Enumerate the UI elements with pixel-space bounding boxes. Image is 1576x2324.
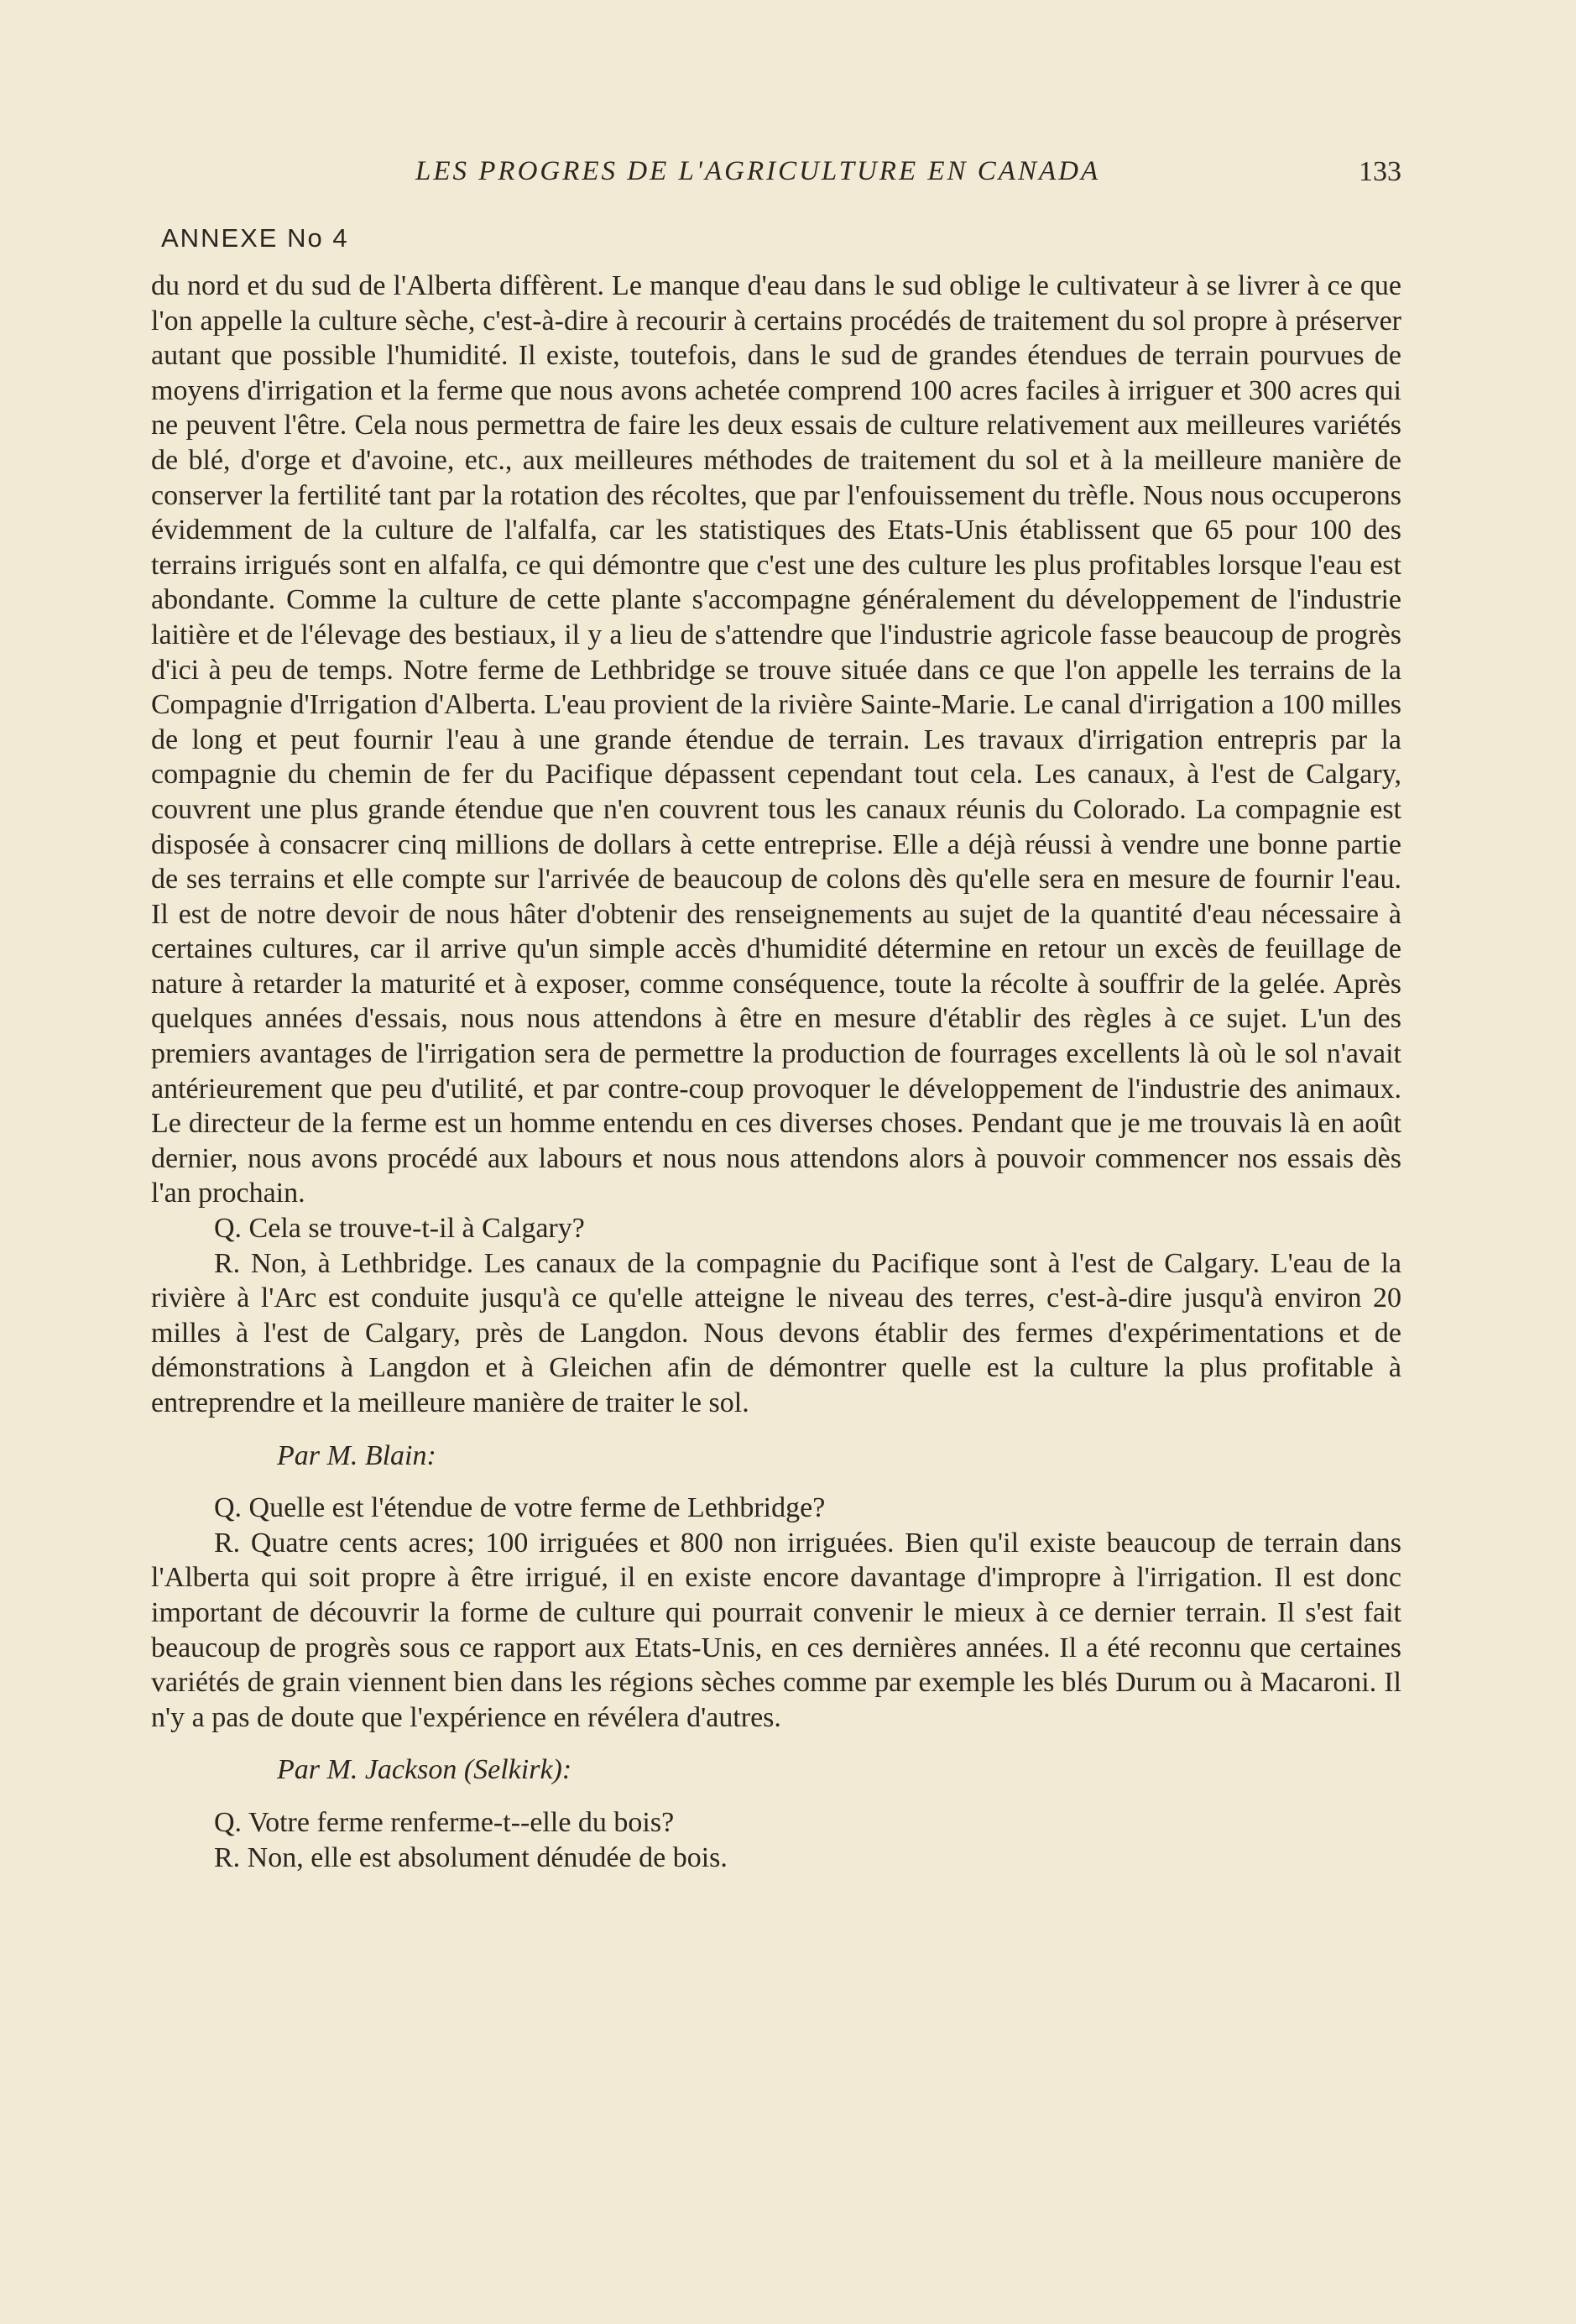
body-text [151, 269, 1401, 1875]
page-number: 133 [1359, 156, 1401, 187]
speaker-jackson: Par M. Jackson (Selkirk): [277, 1754, 572, 1786]
paragraph-continuation: du nord et du sud de l'Alberta diffèrent. Le manque d'eau dans le sud oblige le cultivateur à se livrer à ce que l'on appelle la culture sèche, c'est-à-dire à recourir à certains procédés de traitement du sol propre à préserver autant que possible l'humidité. Il existe, toutefois, dans le sud de grandes étendues de terrain pourvues de moyens d'irrigation et la ferme que nous avons achetée comprend 100 acres faciles à irriguer et 300 acres qui ne peuvent l'être. Cela nous permettra de faire les deux essais de culture relativement aux meilleures variétés de blé, d'orge et d'avoine, etc., aux meilleures méthodes de traitement du sol et à la meilleure manière de conserver la fertilité tant par la rotation des récoltes, que par l'enfouissement du trèfle. Nous nous occuperons évidemment de la culture de l'alfalfa, car les statistiques des Etats-Unis établissent que 65 pour 100 des terrains irrigués sont en alfalfa, ce qui démontre que c'est une des culture les plus profitables lorsque l'eau est abondante. Comme la culture de cette plante s'accompagne généralement du développement de l'industrie laitière et de l'élevage des bestiaux, il y a lieu de s'attendre que l'industrie agricole fasse beaucoup de progrès d'ici à peu de temps. Notre ferme de Lethbridge se trouve située dans ce que l'on appelle les terrains de la Compagnie d'Irrigation d'Alberta. L'eau provient de la rivière Sainte-Marie. Le canal d'irrigation a 100 milles de long et peut fournir l'eau à une grande étendue de terrain. Les travaux d'irrigation entrepris par la compagnie du chemin de fer du Pacifique dépassent cependant tout cela. Les canaux, à l'est de Calgary, couvrent une plus grande étendue que n'en couvrent tous les canaux réunis du Colorado. La compagnie est disposée à consacrer cinq millions de dollars à cette entreprise. Elle a déjà réussi à vendre une bonne partie de ses terrains et elle compte sur l'arrivée de beaucoup de colons dès qu'elle sera en mesure de fournir l'eau. Il est de notre devoir de nous hâter d'obtenir des renseignements au sujet de la quantité d'eau nécessaire à certaines cultures, car il arrive qu'un simple accès d'humidité détermine en retour un excès de feuillage de nature à retarder la maturité et à exposer, comme conséquence, toute la récolte à souffrir de la gelée. Après quelques années d'essais, nous nous attendons à être en mesure d'établir des règles à ce sujet. L'un des premiers avantages de l'irrigation sera de permettre la production de fourrages excellents là où le sol n'avait antérieurement que peu d'utilité, et par contre-coup provoquer le développement de l'industrie des animaux. Le directeur de la ferme est un homme entendu en ces diverses choses. Pendant que je me trouvais là en août dernier, nous avons procédé aux labours et nous nous attendons alors à pouvoir commencer nos essais dès l'an prochain. [151, 270, 1401, 1209]
answer-3: R. Non, elle est absolument dénudée de bois. [214, 1841, 728, 1873]
answer-1: R. Non, à Lethbridge. Les canaux de la compagnie du Pacifique sont à l'est de Calgary. L'eau de la rivière à l'Arc est conduite jusqu'à ce qu'elle atteigne le niveau des terres, c'est-à-dire jusqu'à environ 20 milles à l'est de Calgary, près de Langdon. Nous devons établir des fermes d'expérimentations et de démonstrations à Langdon et à Gleichen afin de démontrer quelle est la culture la plus profitable à entreprendre et la meilleure manière de traiter le sol. [151, 1247, 1401, 1418]
question-3: Q. Votre ferme renferme-t--elle du bois? [214, 1806, 675, 1838]
answer-2: R. Quatre cents acres; 100 irriguées et 800 non irriguées. Bien qu'il existe beaucoup de terrain dans l'Alberta qui soit propre à être irrigué, il en existe encore davantage d'impropre à l'irrigation. Il est donc important de découvrir la forme de culture qui pourrait convenir le mieux à ce dernier terrain. Il s'est fait beaucoup de progrès sous ce rapport aux Etats-Unis, en ces dernières années. Il a été reconnu que certaines variétés de grain viennent bien dans les régions sèches comme par exemple les blés Durum ou à Macaroni. Il n'y a pas de doute que l'expérience en révélera d'autres. [151, 1527, 1401, 1733]
annex-label: ANNEXE No 4 [161, 223, 349, 253]
running-head [151, 156, 1401, 198]
speaker-blain: Par M. Blain: [277, 1439, 436, 1471]
question-2: Q. Quelle est l'étendue de votre ferme de Lethbridge? [214, 1492, 826, 1524]
running-title: LES PROGRES DE L'AGRICULTURE EN CANADA [415, 156, 1101, 186]
question-1: Q. Cela se trouve-t-il à Calgary? [214, 1213, 585, 1245]
